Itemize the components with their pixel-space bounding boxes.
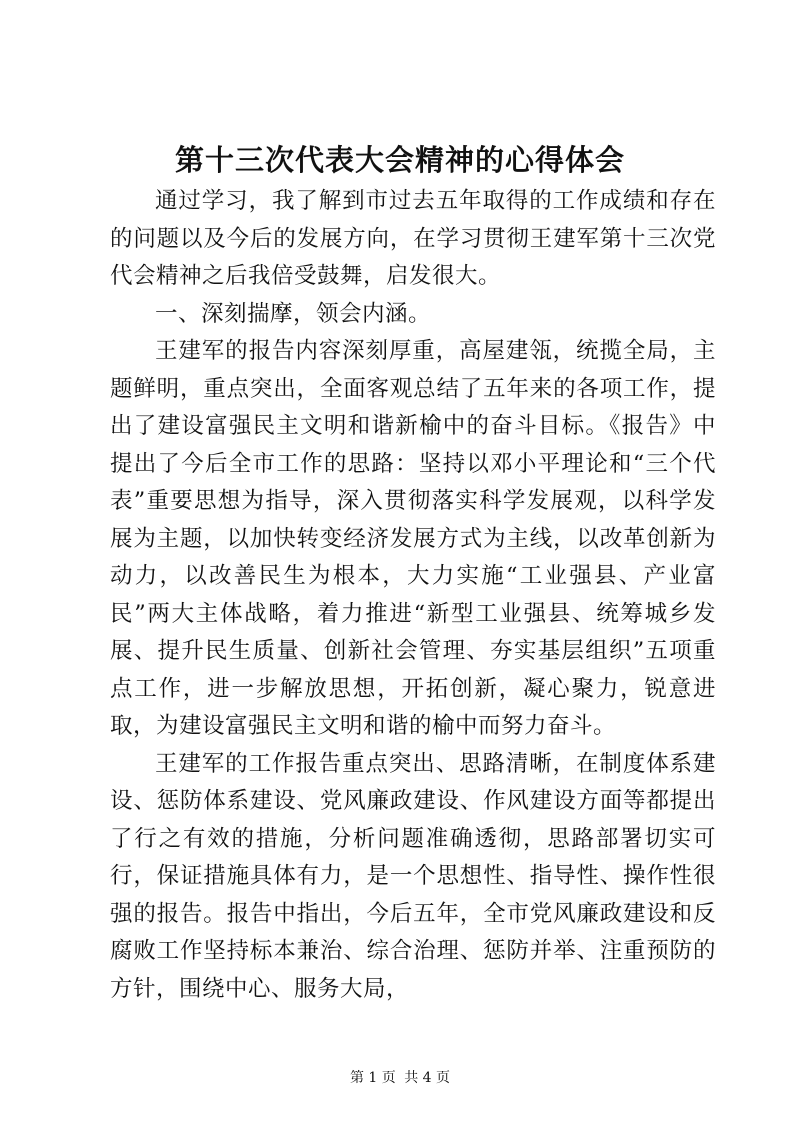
document-title: 第十三次代表大会精神的心得体会 [174, 143, 625, 177]
page-number: 第 1 页 [349, 1070, 396, 1086]
paragraph-work-report: 王建军的工作报告重点突出、思路清晰，在制度体系建设、惩防体系建设、党风廉政建设、作风建设方面等都提出了行之有效的措施，分析问题准确透彻，思路部署切实可行，保证措施具体有力，是一个思想性、指导性、操作性很强的报告。报告中指出，今后五年，全市党风廉政建设和反腐败工作坚持标本兼治、综合治理、惩防并举、注重预防的方针，围绕中心、服务大局， [110, 750, 716, 1002]
paragraph-intro: 通过学习，我了解到市过去五年取得的工作成绩和存在的问题以及今后的发展方向，在学习贯彻王建军第十三次党代会精神之后我倍受鼓舞，启发很大。 [110, 188, 716, 289]
document-body [110, 183, 716, 1008]
paragraph-report-content: 王建军的报告内容深刻厚重，高屋建瓴，统揽全局，主题鲜明，重点突出，全面客观总结了五年来的各项工作，提出了建设富强民主文明和谐新榆中的奋斗目标。《报告》中提出了今后全市工作的思路：坚持以邓小平理论和“三个代表”重要思想为指导，深入贯彻落实科学发展观，以科学发展为主题，以加快转变经济发展方式为主线，以改革创新为动力，以改善民生为根本，大力实施“工业强县、产业富民”两大主体战略，着力推进“新型工业强县、统筹城乡发展、提升民生质量、创新社会管理、夯实基层组织”五项重点工作，进一步解放思想，开拓创新，凝心聚力，锐意进取，为建设富强民主文明和谐的榆中而努力奋斗。 [110, 338, 716, 739]
page-total: 共 4 页 [404, 1070, 451, 1086]
page-footer [0, 1069, 800, 1087]
section-heading-1: 一、深刻揣摩，领会内涵。 [155, 300, 432, 327]
